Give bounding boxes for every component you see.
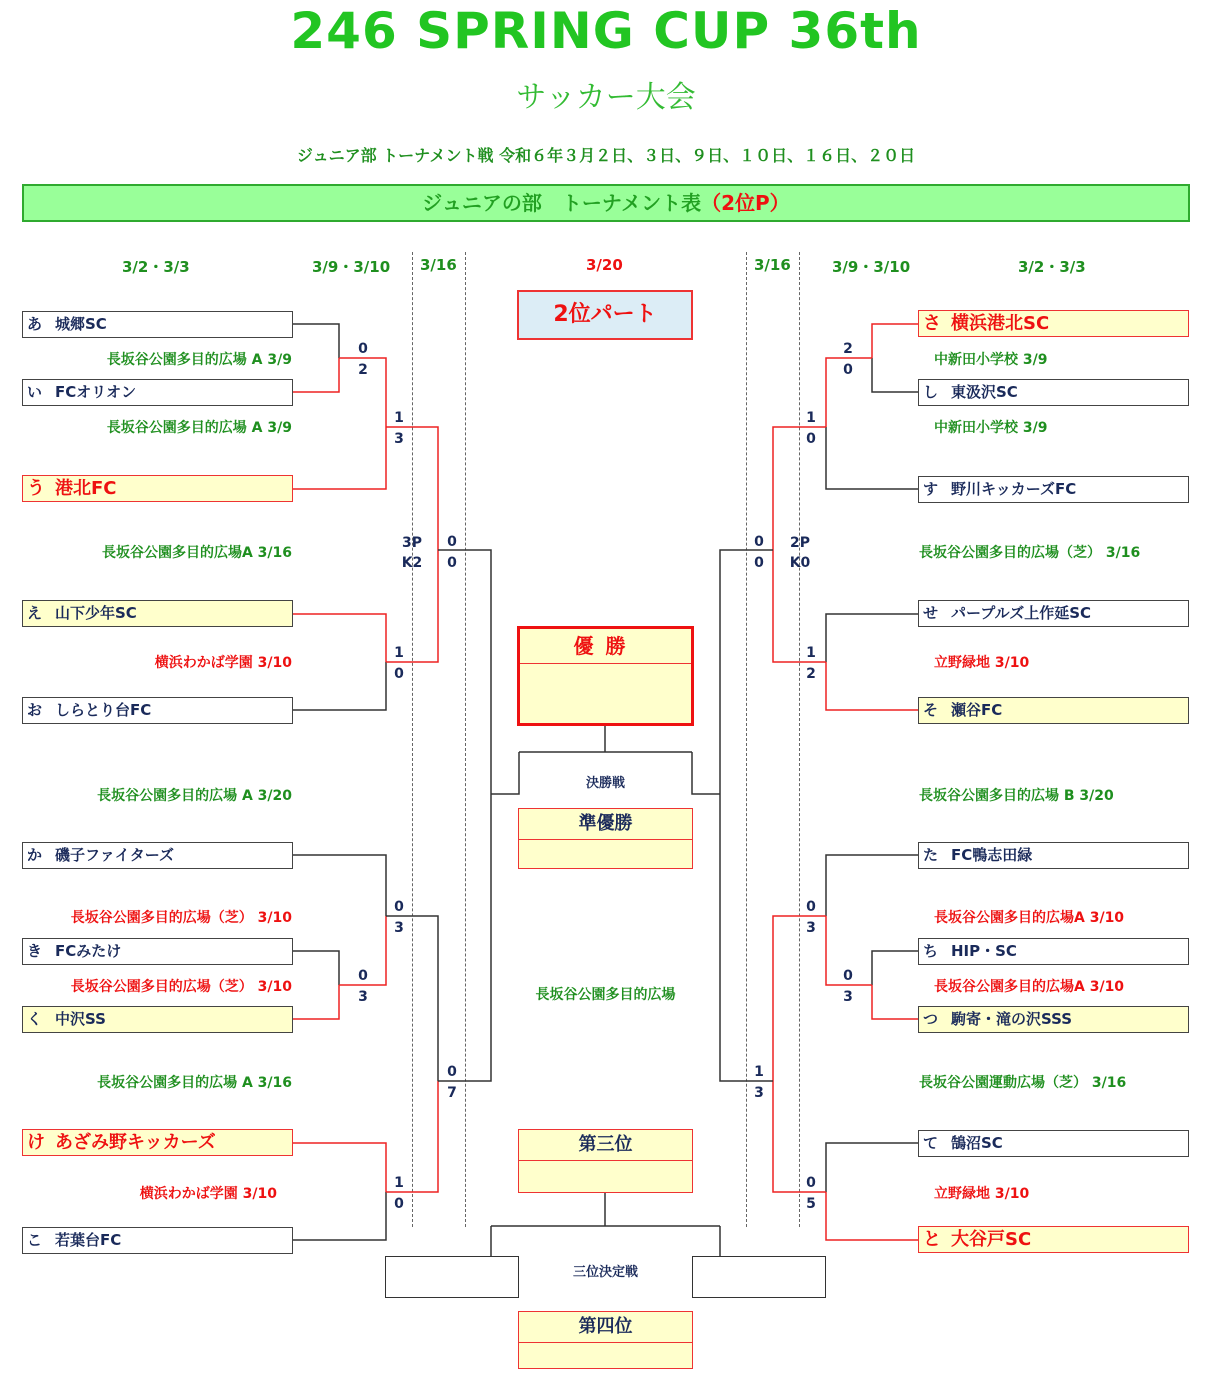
champion-label: 優勝 xyxy=(520,629,691,664)
round-header-l2: 3/9・3/10 xyxy=(312,258,391,276)
venue-label: 長坂谷公園多目的広場（芝） 3/10 xyxy=(70,910,292,926)
team-slot xyxy=(22,1227,293,1254)
team-slot xyxy=(22,697,293,724)
team-kana: す xyxy=(923,480,939,498)
team-name: 城郷SC xyxy=(55,315,107,333)
center-venue: 長坂谷公園多目的広場 xyxy=(535,987,676,1003)
team-name: 磯子ファイターズ xyxy=(55,846,174,864)
team-slot xyxy=(918,600,1189,627)
round-header-r1: 3/2・3/3 xyxy=(1018,258,1086,276)
score: 0 xyxy=(806,431,816,447)
venue-label: 立野緑地 3/10 xyxy=(934,655,1030,671)
round-header-r3: 3/16 xyxy=(754,256,791,274)
venue-label: 横浜わかば学園 3/10 xyxy=(154,655,292,671)
venue-label: 立野緑地 3/10 xyxy=(934,1186,1030,1202)
third-match-label: 三位決定戦 xyxy=(572,1265,638,1280)
venue-label: 長坂谷公園多目的広場（芝） 3/16 xyxy=(919,545,1141,561)
bracket-line xyxy=(292,1143,386,1192)
round-header-final: 3/20 xyxy=(586,256,623,274)
venue-label: 長坂谷公園運動広場（芝） 3/16 xyxy=(919,1075,1127,1091)
score: 0 xyxy=(394,899,404,915)
score: 0 xyxy=(806,899,816,915)
champion-box xyxy=(517,626,694,726)
score: 0 xyxy=(358,341,368,357)
score: 1 xyxy=(806,410,816,426)
team-kana: せ xyxy=(923,604,939,622)
date-line: ジュニア部 トーナメント戦 令和６年３月２日、３日、９日、１０日、１６日、２０日 xyxy=(296,146,916,165)
venue-label: 長坂谷公園多目的広場（芝） 3/10 xyxy=(70,979,292,995)
venue-label: 長坂谷公園多目的広場A 3/10 xyxy=(934,910,1125,926)
score: 3 xyxy=(843,989,853,1005)
third-match-slot-right xyxy=(692,1256,826,1298)
team-name: 山下少年SC xyxy=(55,604,137,622)
venue-label: 中新田小学校 3/9 xyxy=(934,420,1048,436)
bracket-line xyxy=(826,614,919,662)
team-slot xyxy=(22,311,293,338)
bracket-line xyxy=(692,752,720,794)
team-name: 駒寄・滝の沢SSS xyxy=(951,1010,1073,1028)
score: 2 xyxy=(806,666,816,682)
score: 7 xyxy=(447,1085,457,1101)
score: 0 xyxy=(447,534,457,550)
team-name: 東汲沢SC xyxy=(951,383,1018,401)
bracket-line xyxy=(826,662,919,710)
score: 0 xyxy=(447,555,457,571)
team-slot xyxy=(918,842,1189,869)
bracket-line xyxy=(826,1143,919,1192)
bracket-line xyxy=(826,855,919,916)
team-slot-winner xyxy=(918,310,1189,337)
score: 0 xyxy=(843,362,853,378)
bracket-line xyxy=(872,951,919,985)
banner-part: （2位P） xyxy=(701,191,790,215)
fourth-place-label: 第四位 xyxy=(519,1312,692,1343)
score: 0 xyxy=(754,555,764,571)
venue-label: 中新田小学校 3/9 xyxy=(934,352,1048,368)
team-kana: き xyxy=(27,942,43,960)
venue-label: 長坂谷公園多目的広場A 3/10 xyxy=(934,979,1125,995)
score: 0 xyxy=(754,534,764,550)
venue-label: 横浜わかば学園 3/10 xyxy=(139,1186,277,1202)
bracket-line xyxy=(292,985,339,1019)
team-kana: え xyxy=(27,604,43,622)
team-kana: た xyxy=(923,846,939,864)
team-kana: こ xyxy=(27,1231,43,1249)
runner-up-box xyxy=(518,808,693,869)
team-kana: し xyxy=(923,383,939,401)
team-kana: け xyxy=(27,1132,45,1153)
third-match-slot-left xyxy=(385,1256,519,1298)
team-name: HIP・SC xyxy=(951,942,1017,960)
pk-score: 3P xyxy=(401,535,422,551)
score: 3 xyxy=(394,431,404,447)
part-label: 2位パート xyxy=(517,290,693,340)
team-kana: ち xyxy=(923,942,939,960)
score: 0 xyxy=(394,666,404,682)
bracket-line xyxy=(872,324,919,358)
score: 2 xyxy=(843,341,853,357)
pk-score: 2P xyxy=(789,535,810,551)
bracket-line xyxy=(292,855,386,916)
team-slot xyxy=(22,842,293,869)
venue-label: 長坂谷公園多目的広場 A 3/16 xyxy=(97,1075,292,1091)
bracket-line xyxy=(720,794,773,1081)
round-header-l3: 3/16 xyxy=(420,256,457,274)
banner-text: ジュニアの部 トーナメント表 xyxy=(422,191,702,215)
score: 5 xyxy=(806,1196,816,1212)
bracket-line xyxy=(292,614,386,662)
venue-label: 長坂谷公園多目的広場A 3/16 xyxy=(101,545,292,561)
round-header-r2: 3/9・3/10 xyxy=(832,258,911,276)
score: 0 xyxy=(447,1064,457,1080)
team-kana: そ xyxy=(923,701,939,719)
team-name: 若葉台FC xyxy=(55,1231,122,1249)
team-name: 中沢SS xyxy=(55,1010,106,1028)
team-kana: あ xyxy=(27,315,43,333)
team-kana: と xyxy=(923,1229,941,1250)
team-name: FC鴨志田緑 xyxy=(951,846,1033,864)
third-place-box xyxy=(518,1129,693,1193)
score: 2 xyxy=(358,362,368,378)
score: 0 xyxy=(806,1175,816,1191)
team-slot-winner xyxy=(22,1129,293,1156)
bracket-line xyxy=(872,985,919,1019)
team-slot xyxy=(918,697,1189,724)
score: 3 xyxy=(394,920,404,936)
team-slot xyxy=(22,379,293,406)
team-kana: い xyxy=(27,383,43,401)
team-name: しらとり台FC xyxy=(55,701,152,719)
team-name: 瀬谷FC xyxy=(951,701,1003,719)
team-slot xyxy=(918,379,1189,406)
score: 1 xyxy=(754,1064,764,1080)
team-name: FCみたけ xyxy=(55,942,122,960)
pk-score: K2 xyxy=(401,555,423,571)
team-name: 鵠沼SC xyxy=(951,1134,1003,1152)
round-header-l1: 3/2・3/3 xyxy=(122,258,190,276)
team-kana: く xyxy=(27,1010,43,1028)
bracket-line xyxy=(438,550,491,794)
bracket-line xyxy=(292,1192,386,1240)
team-name: 港北FC xyxy=(55,478,117,499)
team-name: あざみ野キッカーズ xyxy=(55,1132,216,1153)
team-kana: か xyxy=(27,846,43,864)
score: 1 xyxy=(394,1175,404,1191)
bracket-line xyxy=(292,951,339,985)
bracket-line xyxy=(491,752,519,794)
score: 3 xyxy=(754,1085,764,1101)
team-slot-winner xyxy=(22,475,293,502)
team-kana: て xyxy=(923,1134,939,1152)
page-title: 246 SPRING CUP 36th xyxy=(290,2,922,60)
pk-score: K0 xyxy=(789,555,811,571)
team-slot xyxy=(22,600,293,627)
bracket-line xyxy=(292,662,386,710)
team-kana: お xyxy=(27,701,43,719)
score: 1 xyxy=(394,645,404,661)
team-name: 横浜港北SC xyxy=(951,313,1050,334)
bracket-line xyxy=(826,1192,919,1240)
team-name: FCオリオン xyxy=(55,383,137,401)
fourth-place-box xyxy=(518,1311,693,1369)
score: 1 xyxy=(394,410,404,426)
team-kana: つ xyxy=(923,1010,939,1028)
team-slot xyxy=(918,476,1189,503)
venue-label: 長坂谷公園多目的広場 B 3/20 xyxy=(919,788,1114,804)
team-slot xyxy=(918,1130,1189,1157)
team-slot xyxy=(918,938,1189,965)
score: 0 xyxy=(843,968,853,984)
venue-label: 長坂谷公園多目的広場 A 3/9 xyxy=(106,420,292,436)
bracket-line xyxy=(872,358,919,392)
bracket-line xyxy=(720,550,773,794)
bracket-line xyxy=(773,916,826,1081)
bracket-line xyxy=(826,427,919,489)
team-name: 大谷戸SC xyxy=(951,1229,1032,1250)
score: 3 xyxy=(806,920,816,936)
bracket-line xyxy=(292,358,339,392)
venue-label: 長坂谷公園多目的広場 A 3/9 xyxy=(106,352,292,368)
bracket-line xyxy=(292,427,386,489)
page-subtitle: サッカー大会 xyxy=(516,80,696,115)
team-slot xyxy=(918,1006,1189,1033)
team-slot xyxy=(22,1006,293,1033)
team-name: パープルズ上作延SC xyxy=(951,604,1092,622)
bracket-line xyxy=(438,794,491,1081)
final-label: 決勝戦 xyxy=(585,776,625,791)
team-kana: さ xyxy=(923,313,941,334)
team-slot xyxy=(22,938,293,965)
third-place-label: 第三位 xyxy=(519,1130,692,1161)
team-kana: う xyxy=(27,478,45,499)
score: 0 xyxy=(358,968,368,984)
score: 3 xyxy=(358,989,368,1005)
team-slot-winner xyxy=(918,1226,1189,1253)
bracket-line xyxy=(292,324,339,358)
runner-up-label: 準優勝 xyxy=(519,809,692,840)
team-name: 野川キッカーズFC xyxy=(951,480,1077,498)
bracket-line xyxy=(386,916,438,1081)
score: 1 xyxy=(806,645,816,661)
score: 0 xyxy=(394,1196,404,1212)
venue-label: 長坂谷公園多目的広場 A 3/20 xyxy=(97,788,292,804)
